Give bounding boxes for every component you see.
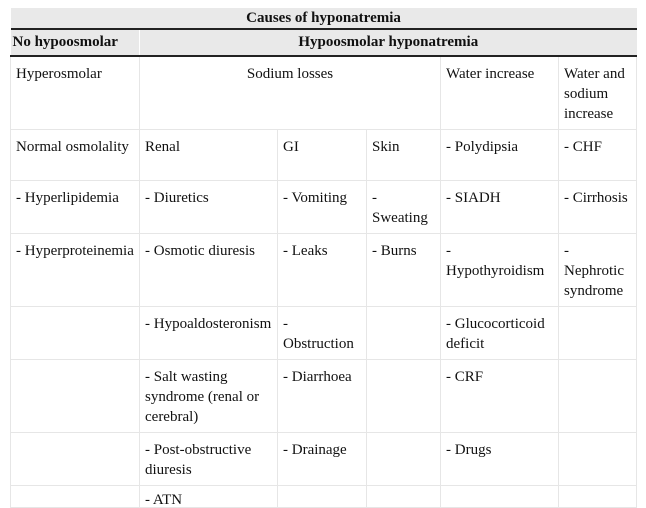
table-cell: GI xyxy=(278,130,367,181)
table-cell: - Polydipsia xyxy=(441,130,559,181)
table-cell: - Hyperlipidemia xyxy=(11,181,140,234)
subheader-sodium-losses: Sodium losses xyxy=(140,56,441,130)
table-cell xyxy=(367,360,441,433)
table-cell: Skin xyxy=(367,130,441,181)
table-row xyxy=(11,181,637,234)
table-row xyxy=(11,360,637,433)
table-cell: - Leaks xyxy=(278,234,367,307)
table-cell: - CRF xyxy=(441,360,559,433)
table-cell xyxy=(11,307,140,360)
table-cell: - CHF xyxy=(559,130,637,181)
subheader-hyperosmolar: Hyperosmolar xyxy=(11,56,140,130)
table-cell: - Drugs xyxy=(441,433,559,486)
table-cell: - Diuretics xyxy=(140,181,278,234)
table-row xyxy=(11,307,637,360)
table-cell: - Obstruction xyxy=(278,307,367,360)
subheader-water-sodium-increase: Water and sodium increase xyxy=(559,56,637,130)
table-cell xyxy=(559,360,637,433)
header-hypoosmolar-hyponatremia: Hypoosmolar hyponatremia xyxy=(140,29,637,56)
table-cell xyxy=(559,486,637,508)
table-cell: Renal xyxy=(140,130,278,181)
table-cell: - Hypoaldosteronism xyxy=(140,307,278,360)
table-cell: - Nephrotic syndrome xyxy=(559,234,637,307)
table-cell: - Cirrhosis xyxy=(559,181,637,234)
subheader-water-increase: Water increase xyxy=(441,56,559,130)
table-header-row xyxy=(11,29,637,56)
table-cell: - Sweating xyxy=(367,181,441,234)
table-cell: - ATN xyxy=(140,486,278,508)
table-cell: - Drainage xyxy=(278,433,367,486)
table-caption: Causes of hyponatremia xyxy=(11,8,637,29)
table-row xyxy=(11,234,637,307)
table-cell xyxy=(367,433,441,486)
table-row xyxy=(11,433,637,486)
table-cell: - Burns xyxy=(367,234,441,307)
table-cell: - Diarrhoea xyxy=(278,360,367,433)
table-cell: - Hypothyroidism xyxy=(441,234,559,307)
table-cell: - Hyperproteinemia xyxy=(11,234,140,307)
table-caption-row xyxy=(11,8,637,29)
hyponatremia-table xyxy=(10,8,637,508)
table-cell: - Vomiting xyxy=(278,181,367,234)
table-cell xyxy=(11,433,140,486)
table-cell xyxy=(367,486,441,508)
table-cell xyxy=(11,486,140,508)
table-cell xyxy=(11,360,140,433)
table-cell: - Glucocorticoid deficit xyxy=(441,307,559,360)
table-row xyxy=(11,486,637,508)
table-cell: Normal osmolality xyxy=(11,130,140,181)
table-cell xyxy=(559,307,637,360)
table-cell: - Salt wasting syndrome (renal or cerebral) xyxy=(140,360,278,433)
table-cell: - Osmotic diuresis xyxy=(140,234,278,307)
table-cell: - Post-obstructive diuresis xyxy=(140,433,278,486)
table-cell: - SIADH xyxy=(441,181,559,234)
table-cell xyxy=(559,433,637,486)
hyponatremia-table-wrapper xyxy=(10,8,636,508)
table-subheader-row xyxy=(11,56,637,130)
table-cell xyxy=(367,307,441,360)
table-body xyxy=(11,56,637,508)
table-cell xyxy=(441,486,559,508)
header-no-hypoosmolar: No hypoosmolar xyxy=(11,29,140,56)
table-cell xyxy=(278,486,367,508)
table-row xyxy=(11,130,637,181)
